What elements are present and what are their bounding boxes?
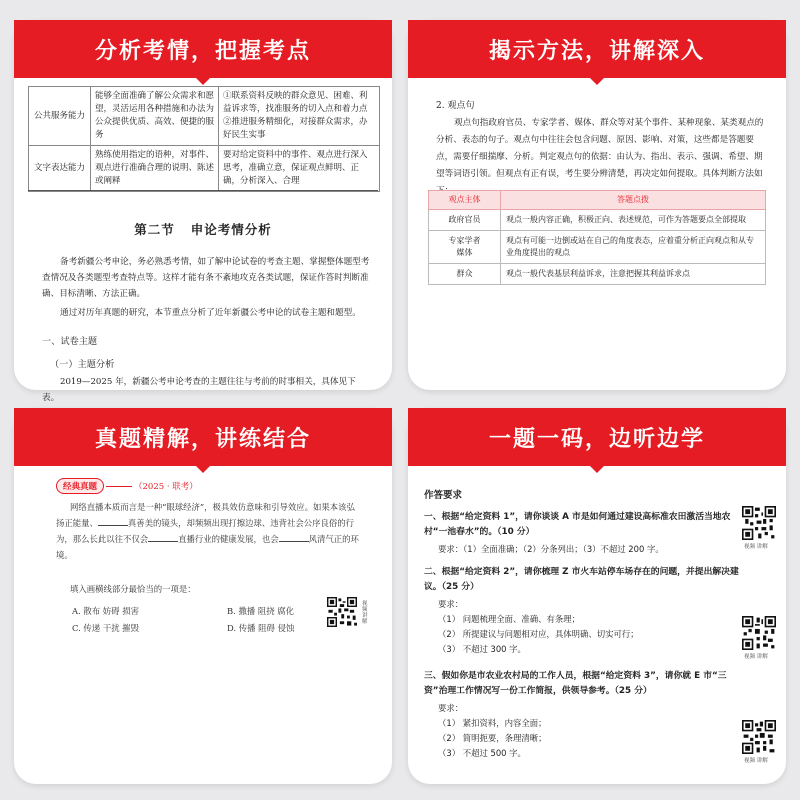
passage-text: 风清气正的环境。: [56, 534, 359, 560]
option-a: A. 散布 妨碍 损害: [72, 606, 139, 616]
classic-question-label: [56, 478, 198, 494]
table-row: [429, 210, 766, 231]
paragraph: 2019—2025 年，新疆公考申论考查的主题往往与考前的时事相关，具体见下表。: [42, 377, 356, 403]
question-1-requirements: 要求：（1）全面准确；（2）分条列出；（3）不超过 200 字。: [438, 544, 664, 554]
panel-header: 揭示方法，讲解深入: [408, 20, 786, 78]
qr-code-icon[interactable]: [327, 597, 357, 627]
table-header-row: [429, 191, 766, 210]
ability-table: [28, 86, 380, 192]
table-row: [29, 146, 380, 192]
panel-header: 真题精解，讲练结合: [14, 408, 392, 466]
section-title: 作答要求: [424, 490, 463, 501]
divider: [28, 190, 378, 191]
table-cell: 能够全面准确了解公众需求和愿望，灵活运用各种措施和办法为公众提供优质、高效、便捷的服务: [91, 87, 219, 146]
table-cell: 观点有可能一边倒或站在自己的角度表态，应着重分析正向观点和从专业角度提出的观点: [501, 231, 766, 264]
requirement-item: （3） 不超过 300 字。: [438, 644, 526, 654]
qr-caption: 视频讲解: [362, 601, 368, 625]
qr-caption: 视频 讲解: [744, 758, 768, 764]
paragraph: 观点句指政府官员、专家学者、媒体、群众等对某个事件、某种现象、某类观点的分析、表态的句子。观点句中往往会包含问题、原因、影响、对策，这些都是答题要点，需要仔细揣摩、分析。判定观点句的依据：由认为、指出、表示、强调、希望、期望等词语引领。但观点有正有误，考生要分辨清楚，再决定如何提取。具体判断方法如: [436, 118, 764, 179]
panel-practice: [14, 408, 392, 784]
subtitle: 2. 观点句: [436, 101, 475, 111]
question-prompt: 填入画横线部分最恰当的一项是：: [70, 584, 196, 594]
panel-method: [408, 20, 786, 390]
paragraph: 通过对历年真题的研究，本节重点分析了近年新疆公考申论的试卷主题和题型。: [60, 308, 361, 318]
option-d: D. 传播 阻碍 侵蚀: [227, 623, 295, 633]
panel-header: 分析考情，把握考点: [14, 20, 392, 78]
question-passage: [56, 499, 362, 563]
table-cell: ①联系资料反映的群众意见、困难、利益诉求等，找准服务的切入点和着力点 ②推进服务精细化，对接群众需求，办好民生实事: [219, 87, 380, 146]
heading: 一、试卷主题: [42, 336, 98, 347]
option-c: C. 传递 干扰 摧毁: [72, 623, 140, 633]
subheading: （一）主题分析: [50, 359, 115, 370]
qr-caption: 视频 讲解: [744, 654, 768, 660]
requirement-item: （2） 所提建议与问题相对应，具体明确、切实可行；: [438, 629, 639, 639]
passage-text: 真善美的镜头，却频频出现打擦边球、违背社会公序良俗的行为，那么长此以往不仅会: [56, 518, 354, 544]
table-cell: 观点一般代表基层利益诉求，注意把握其利益诉求点: [501, 264, 766, 285]
table-cell: 专家学者 媒体: [429, 231, 501, 264]
qr-code-icon[interactable]: [742, 720, 776, 754]
label-pill: 经典真题: [56, 478, 104, 494]
requirement-item: （3） 不超过 500 字。: [438, 748, 526, 758]
panel-qr-learning: [408, 408, 786, 784]
requirements-label: 要求：: [438, 703, 464, 713]
requirement-item: （1） 问题梳理全面、准确、有条理；: [438, 614, 580, 624]
label-line: [106, 486, 132, 487]
table-cell: 文字表达能力: [29, 146, 91, 192]
table-cell: 群众: [429, 264, 501, 285]
table-cell: 政府官员: [429, 210, 501, 231]
requirement-item: （2） 简明扼要，条理清晰；: [438, 733, 547, 743]
table-row: [29, 87, 380, 146]
panel-analysis: [14, 20, 392, 403]
qr-code-icon[interactable]: [742, 506, 776, 540]
qr-caption: 视频 讲解: [744, 544, 768, 550]
option-b: B. 撒播 阻挠 腐化: [227, 606, 295, 616]
question-3: 三、假如你是市农业农村局的工作人员，根据“给定资料 3”，请你就 E 市“三资”治理工作情况写一份工作简报，供领导参考。（25 分）: [424, 671, 727, 696]
question-1: 一、根据“给定资料 1”，请你谈谈 A 市是如何通过建设高标准农田激活当地农村“一池春水”的。（10 分）: [424, 512, 731, 537]
column-header: 观点主体: [429, 191, 501, 210]
table-cell: 熟练使用指定的语种，对事件、观点进行准确合理的说明、陈述或阐释: [91, 146, 219, 192]
column-header: 答题点拨: [501, 191, 766, 210]
passage-text: 直播行业的健康发展，也会: [178, 534, 279, 544]
requirement-item: （1） 紧扣资料，内容全面；: [438, 718, 547, 728]
requirements-label: 要求：: [438, 599, 464, 609]
section-title: 第二节 申论考情分析: [134, 222, 272, 237]
viewpoint-table: [428, 190, 766, 285]
table-cell: 观点一般内容正确，积极正向、表述规范，可作为答题要点全部提取: [501, 210, 766, 231]
blank: [98, 525, 128, 526]
table-row: [429, 231, 766, 264]
passage-text: 网络直播本质而言是一种“眼球经济”，极具效仿意味和引导效应。如果本该弘扬正能量、: [56, 502, 355, 528]
table-cell: 公共服务能力: [29, 87, 91, 146]
table-row: [429, 264, 766, 285]
panel-header: 一题一码，边听边学: [408, 408, 786, 466]
blank: [148, 541, 178, 542]
blank: [279, 541, 309, 542]
question-2: 二、根据“给定资料 2”，请你梳理 Z 市火车站停车场存在的问题，并提出解决建议。（25 分）: [424, 567, 739, 592]
label-meta: （2025 · 联考）: [134, 482, 198, 492]
paragraph: 备考新疆公考申论，务必熟悉考情，如了解申论试卷的考查主题、掌握整体题型考查情况及各类题型考查特点等。这样才能有条不紊地攻克各类试题，保证作答时判断准确、目标清晰、方法正确。: [42, 257, 370, 299]
table-cell: 要对给定资料中的事件、观点进行深入思考，准确立意，保证观点鲜明、正确，分析深入、合理: [219, 146, 380, 192]
qr-code-icon[interactable]: [742, 616, 776, 650]
